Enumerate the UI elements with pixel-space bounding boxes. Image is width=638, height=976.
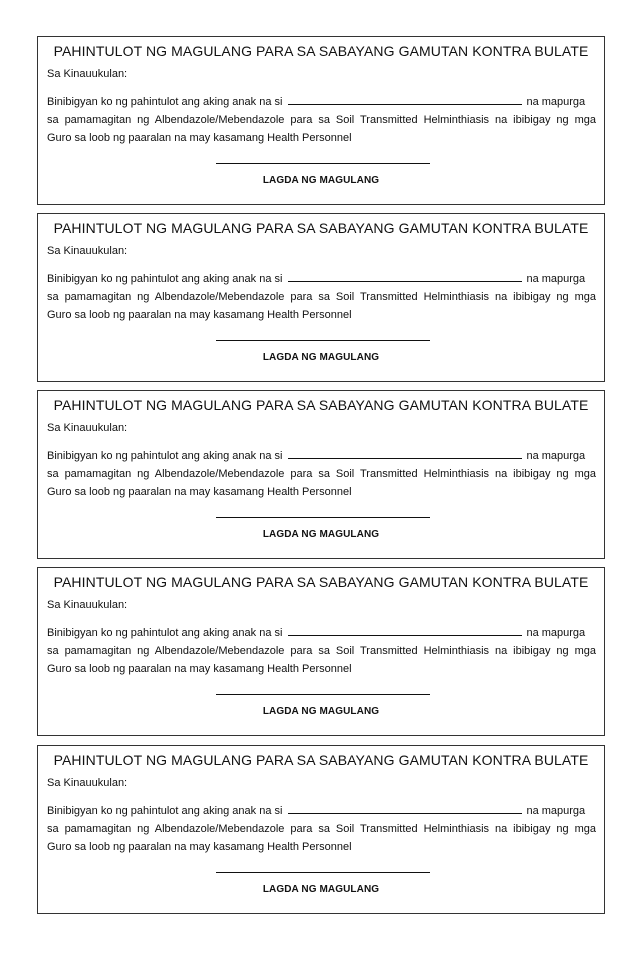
form-body-line: Guro sa loob ng paaralan na may kasamang Health Personnel (47, 663, 352, 676)
form-body-text: Binibigyan ko ng pahintulot ang aking anak na si (47, 805, 283, 817)
signature-label: LAGDA NG MAGULANG (262, 529, 380, 540)
consent-form (37, 567, 605, 736)
child-name-blank[interactable] (288, 447, 522, 459)
signature-line[interactable] (216, 872, 430, 873)
form-body-line: Guro sa loob ng paaralan na may kasamang Health Personnel (47, 841, 352, 854)
consent-form (37, 36, 605, 205)
child-name-blank[interactable] (288, 270, 522, 282)
child-name-blank[interactable] (288, 802, 522, 814)
form-body (47, 802, 596, 857)
form-body-line (47, 447, 596, 465)
form-body-line (47, 624, 596, 642)
form-body-text: Binibigyan ko ng pahintulot ang aking anak na si (47, 627, 283, 639)
form-title: PAHINTULOT NG MAGULANG PARA SA SABAYANG GAMUTAN KONTRA BULATE (53, 752, 589, 768)
form-body-line: Guro sa loob ng paaralan na may kasamang Health Personnel (47, 132, 352, 145)
signature-line[interactable] (216, 517, 430, 518)
form-body-text: Binibigyan ko ng pahintulot ang aking anak na si (47, 96, 283, 108)
form-body-line: sa pamamagitan ng Albendazole/Mebendazole para sa Soil Transmitted Helminthiasis na ibibigay ng mga (47, 114, 596, 127)
signature-line[interactable] (216, 163, 430, 164)
consent-form (37, 213, 605, 382)
form-body-line: sa pamamagitan ng Albendazole/Mebendazole para sa Soil Transmitted Helminthiasis na ibibigay ng mga (47, 645, 596, 658)
form-body (47, 270, 596, 325)
signature-line[interactable] (216, 694, 430, 695)
form-title: PAHINTULOT NG MAGULANG PARA SA SABAYANG GAMUTAN KONTRA BULATE (53, 43, 589, 59)
signature-label: LAGDA NG MAGULANG (262, 884, 380, 895)
form-title: PAHINTULOT NG MAGULANG PARA SA SABAYANG GAMUTAN KONTRA BULATE (53, 397, 589, 413)
form-title: PAHINTULOT NG MAGULANG PARA SA SABAYANG GAMUTAN KONTRA BULATE (53, 574, 589, 590)
form-body-line: Guro sa loob ng paaralan na may kasamang Health Personnel (47, 486, 352, 499)
form-body-text: na mapurga (526, 805, 586, 817)
form-body-line (47, 802, 596, 820)
form-body (47, 624, 596, 679)
form-body-line: sa pamamagitan ng Albendazole/Mebendazole para sa Soil Transmitted Helminthiasis na ibibigay ng mga (47, 823, 596, 836)
form-body-text: Binibigyan ko ng pahintulot ang aking anak na si (47, 273, 283, 285)
form-body-line (47, 93, 596, 111)
form-body-text: na mapurga (526, 450, 586, 462)
form-body-line: sa pamamagitan ng Albendazole/Mebendazole para sa Soil Transmitted Helminthiasis na ibibigay ng mga (47, 291, 596, 304)
form-title: PAHINTULOT NG MAGULANG PARA SA SABAYANG GAMUTAN KONTRA BULATE (53, 220, 589, 236)
form-body (47, 447, 596, 502)
form-greeting: Sa Kinauukulan: (47, 245, 128, 257)
form-greeting: Sa Kinauukulan: (47, 599, 128, 611)
form-body-text: na mapurga (526, 627, 586, 639)
form-body-line (47, 270, 596, 288)
form-greeting: Sa Kinauukulan: (47, 777, 128, 789)
signature-label: LAGDA NG MAGULANG (262, 706, 380, 717)
child-name-blank[interactable] (288, 93, 522, 105)
form-body-text: na mapurga (526, 273, 586, 285)
form-greeting: Sa Kinauukulan: (47, 422, 128, 434)
signature-label: LAGDA NG MAGULANG (262, 352, 380, 363)
consent-form (37, 745, 605, 914)
form-body-line: Guro sa loob ng paaralan na may kasamang Health Personnel (47, 309, 352, 322)
signature-label: LAGDA NG MAGULANG (262, 175, 380, 186)
signature-line[interactable] (216, 340, 430, 341)
child-name-blank[interactable] (288, 624, 522, 636)
form-greeting: Sa Kinauukulan: (47, 68, 128, 80)
form-body (47, 93, 596, 148)
consent-form (37, 390, 605, 559)
form-body-text: Binibigyan ko ng pahintulot ang aking anak na si (47, 450, 283, 462)
form-body-line: sa pamamagitan ng Albendazole/Mebendazole para sa Soil Transmitted Helminthiasis na ibibigay ng mga (47, 468, 596, 481)
form-body-text: na mapurga (526, 96, 586, 108)
